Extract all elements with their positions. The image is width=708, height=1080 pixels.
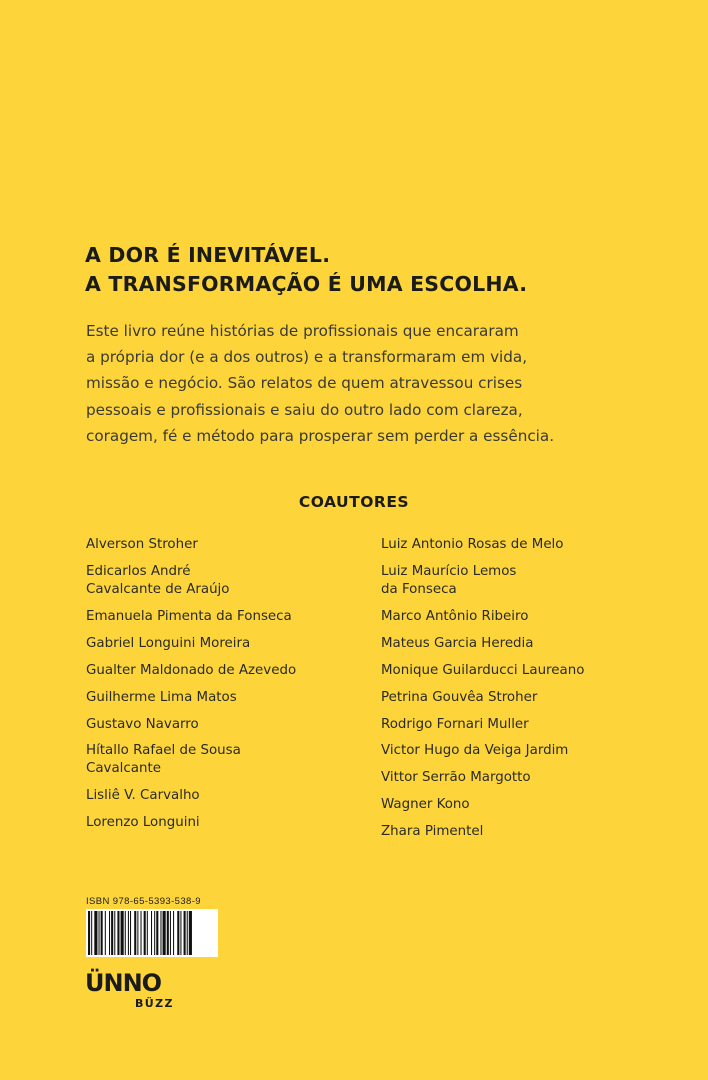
barcode-bar bbox=[114, 911, 115, 955]
description-line: Este livro reúne histórias de profissionais que encararam bbox=[86, 322, 519, 340]
isbn-number: ISBN 978-65-5393-538-9 bbox=[86, 896, 201, 907]
description-line: missão e negócio. São relatos de quem atravessou crises bbox=[86, 374, 523, 393]
coauthor-name: Alverson Stroher bbox=[86, 537, 198, 552]
barcode-bar bbox=[111, 911, 113, 955]
barcode-bar bbox=[154, 911, 155, 955]
coauthor-name: Zhara Pimentel bbox=[381, 824, 484, 840]
barcode-bar bbox=[177, 911, 179, 955]
barcode-bar bbox=[121, 911, 124, 955]
barcode-bar bbox=[105, 911, 106, 955]
barcode-bar bbox=[141, 911, 142, 955]
book-description bbox=[86, 318, 646, 449]
barcode-bar bbox=[109, 911, 110, 955]
unno-buzz-logo bbox=[85, 970, 185, 1020]
headline-line-2: A TRANSFORMAÇÃO É UMA ESCOLHA. bbox=[85, 272, 528, 296]
coauthor-name: Lorenzo Longuini bbox=[86, 815, 200, 831]
barcode-bar bbox=[173, 911, 174, 955]
headline-line-1: A DOR É INEVITÁVEL. bbox=[85, 243, 331, 267]
coauthor-name: Gustavo Navarro bbox=[86, 716, 199, 732]
description-line: pessoais e profissionais e saiu do outro lado com clareza, bbox=[86, 400, 523, 419]
barcode-bar bbox=[147, 911, 148, 955]
coauthor-name: Monique Guilarducci Laureano bbox=[381, 662, 585, 678]
barcode-bar bbox=[91, 911, 92, 955]
barcode-icon bbox=[86, 909, 218, 957]
coauthor-name: Victor Hugo da Veiga Jardim bbox=[381, 743, 569, 759]
coauthor-name: Vittor Serrão Margotto bbox=[381, 770, 531, 786]
barcode-bar bbox=[163, 911, 166, 955]
barcode-bar bbox=[94, 911, 97, 955]
coauthor-name: Lisliê V. Carvalho bbox=[86, 788, 200, 804]
coauthors-list-left bbox=[86, 536, 356, 841]
barcode-bar bbox=[128, 911, 129, 955]
barcode-bar bbox=[189, 911, 192, 955]
coauthor-name: Gabriel Longuini Moreira bbox=[86, 635, 251, 651]
coauthors-heading: COAUTORES bbox=[298, 493, 410, 511]
barcode-bar bbox=[156, 911, 158, 955]
coauthor-name: Wagner Kono bbox=[381, 797, 470, 813]
coauthors-list-right bbox=[381, 536, 671, 850]
coauthor-name: Edicarlos André Cavalcante de Araújo bbox=[86, 563, 230, 597]
barcode-bar bbox=[134, 911, 136, 955]
logo-subbrand: BÜZZ bbox=[135, 997, 174, 1010]
barcode-bar bbox=[184, 911, 186, 955]
barcode-bar bbox=[180, 911, 181, 955]
barcode-bar bbox=[167, 911, 169, 955]
coauthor-name: Petrina Gouvêa Stroher bbox=[381, 689, 538, 705]
description-line: a própria dor (e a dos outros) e a transformaram em vida, bbox=[86, 348, 528, 367]
coauthor-name: Mateus Garcia Heredia bbox=[381, 635, 534, 651]
barcode-bar bbox=[117, 911, 119, 955]
coauthor-name: Hítallo Rafael de Sousa Cavalcante bbox=[86, 743, 241, 777]
barcode-bar bbox=[99, 911, 100, 955]
barcode-bar bbox=[130, 911, 131, 955]
barcode-bar bbox=[125, 911, 126, 955]
barcode-bar bbox=[144, 911, 146, 955]
barcode-bar bbox=[137, 911, 138, 955]
barcode-bar bbox=[187, 911, 188, 955]
barcode-bar bbox=[170, 911, 171, 955]
logo-wordmark: ÜNNO bbox=[85, 969, 162, 997]
coauthor-name: Emanuela Pimenta da Fonseca bbox=[86, 608, 292, 624]
barcode-bar bbox=[160, 911, 161, 955]
description-line: coragem, fé e método para prosperar sem perder a essência. bbox=[86, 426, 555, 445]
coauthor-name: Luiz Antonio Rosas de Melo bbox=[381, 537, 564, 552]
coauthor-name: Gualter Maldonado de Azevedo bbox=[86, 662, 297, 678]
headline bbox=[85, 241, 527, 299]
coauthor-name: Rodrigo Fornari Muller bbox=[381, 716, 529, 732]
barcode-bar bbox=[88, 911, 90, 955]
barcode-bar bbox=[151, 911, 152, 955]
coauthor-name: Marco Antônio Ribeiro bbox=[381, 608, 529, 624]
coauthor-name: Luiz Maurício Lemos da Fonseca bbox=[381, 563, 517, 597]
coauthor-name: Guilherme Lima Matos bbox=[86, 689, 237, 705]
barcode-bar bbox=[101, 911, 103, 955]
